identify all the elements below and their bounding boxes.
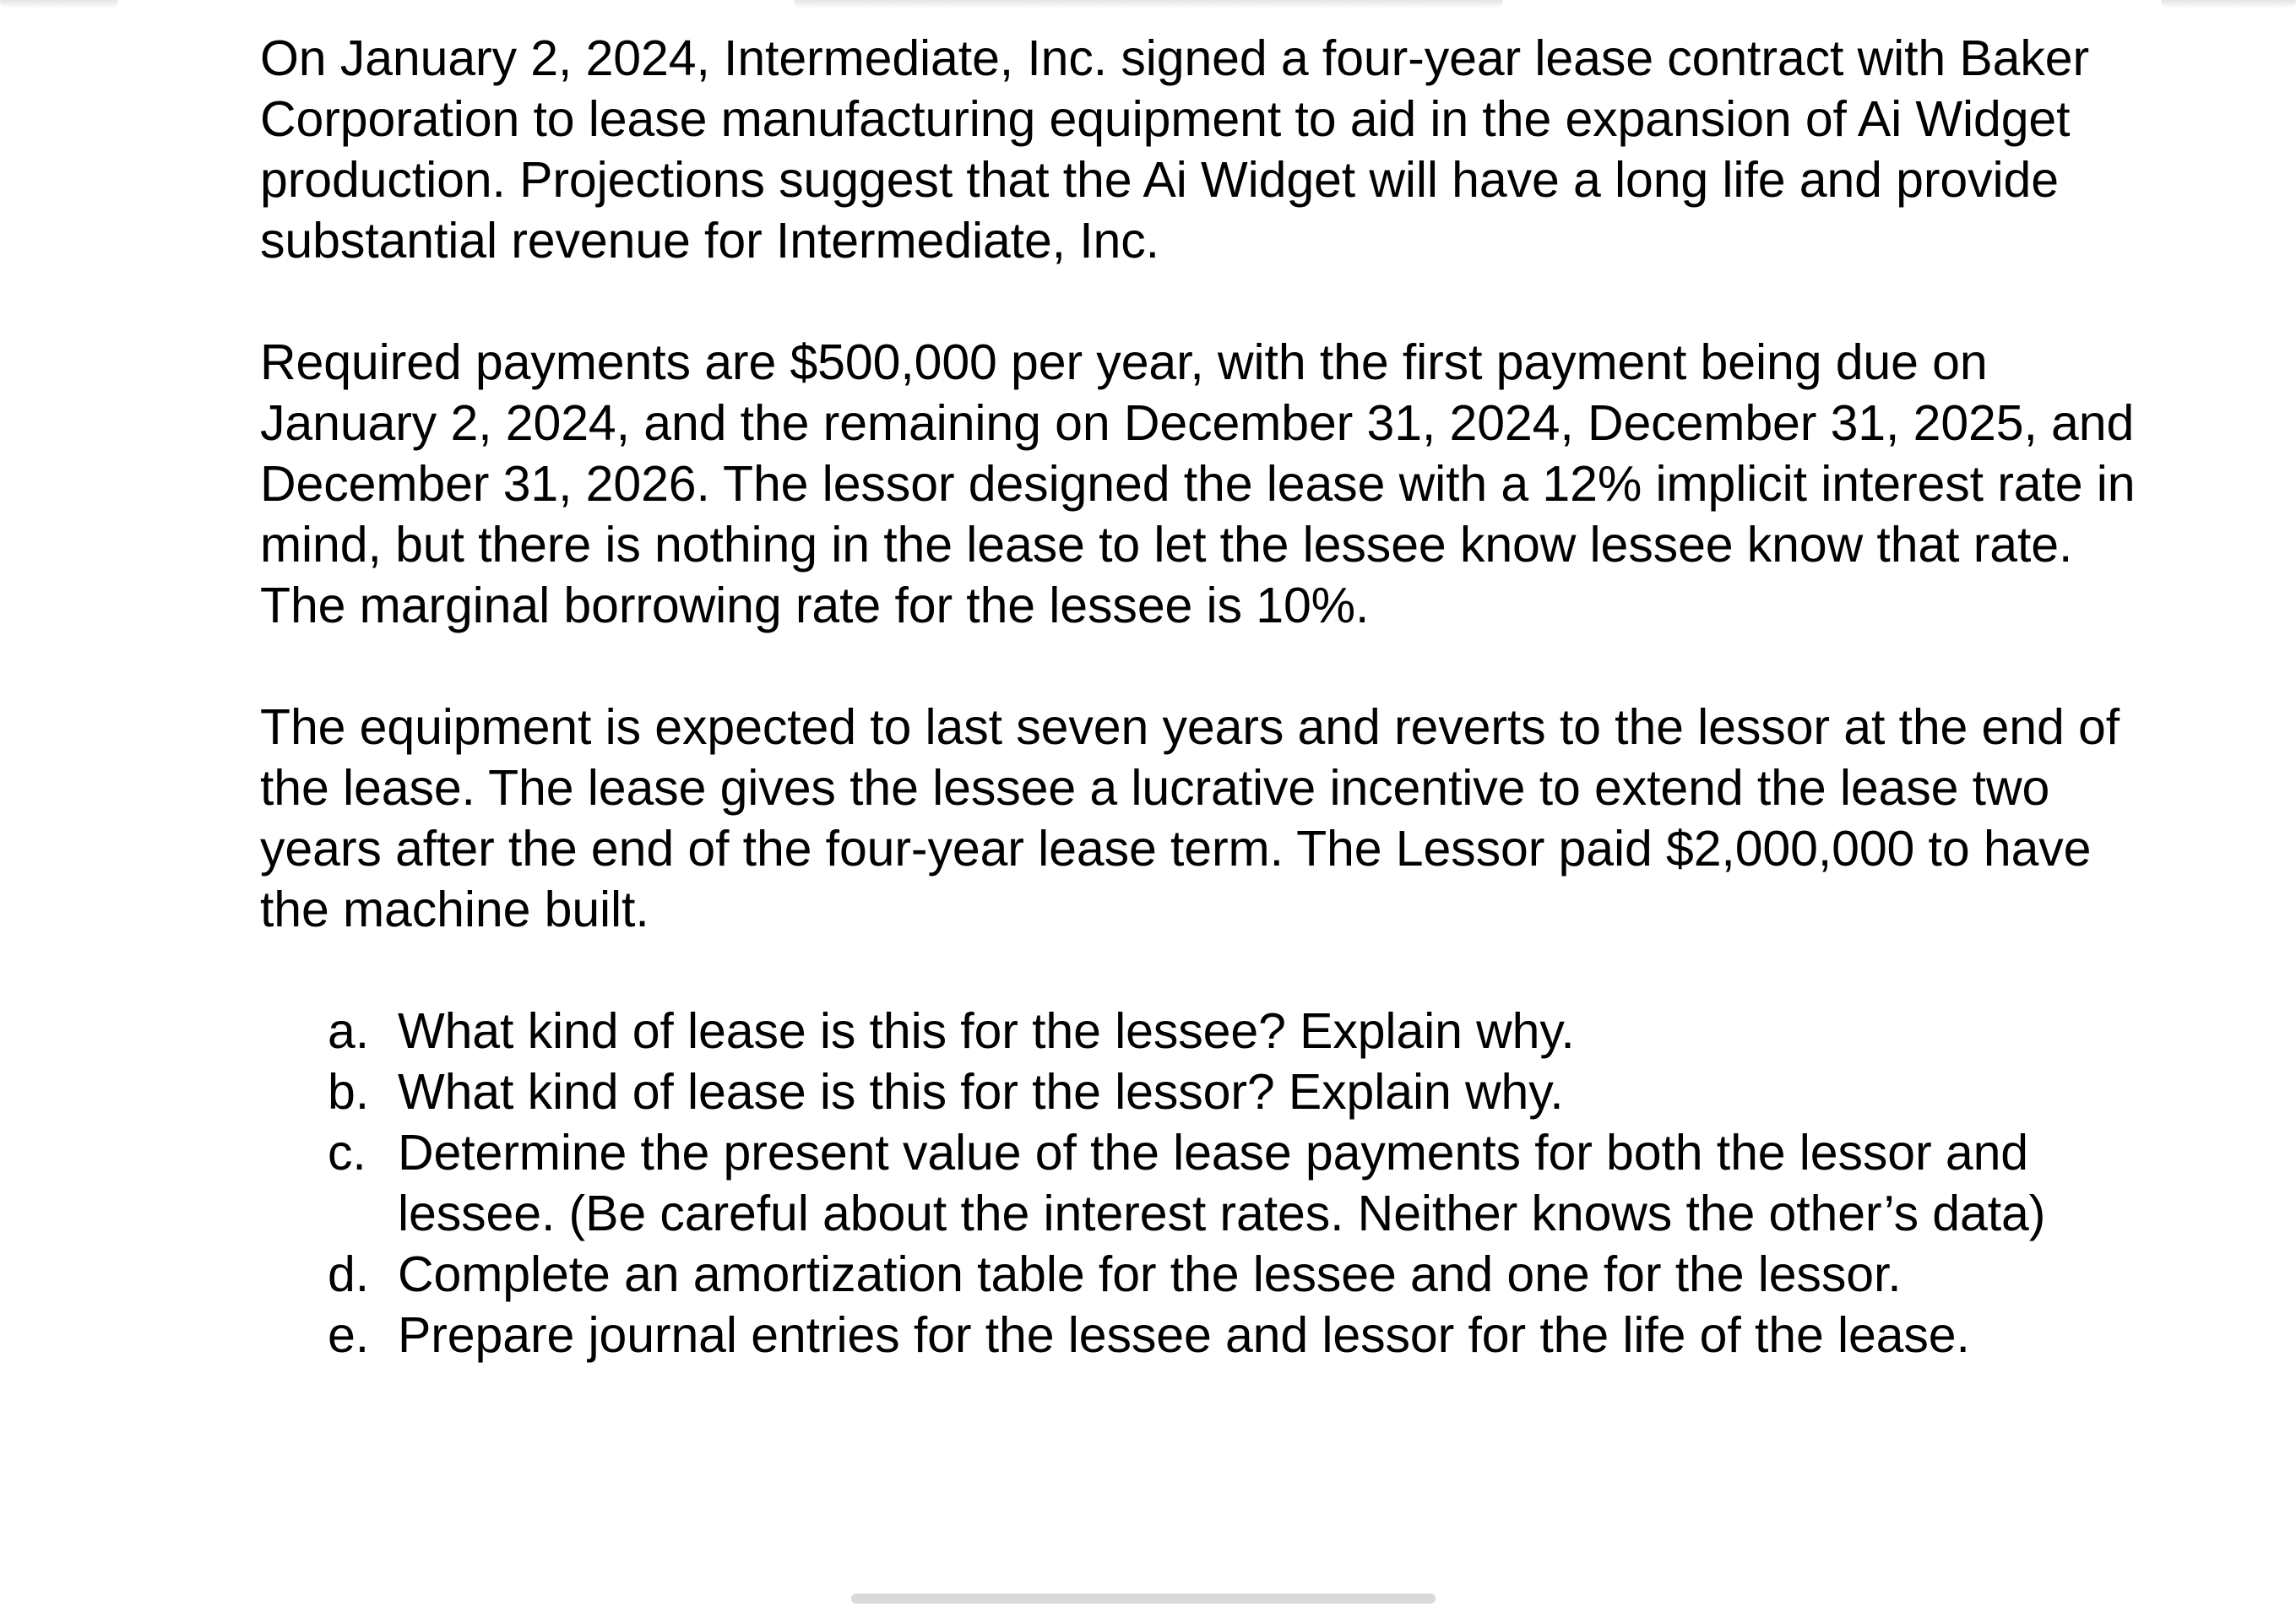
paragraph-equipment: The equipment is expected to last seven years and reverts to the lessor at the end of the lease. The lease gives the lessee a lucrative incentive to extend the lease two years after the end of the four-year lease term. The Lessor paid $2,000,000 to have the machine built.: [260, 699, 2120, 937]
question-marker: a.: [328, 1003, 370, 1059]
question-marker: b.: [328, 1064, 370, 1120]
question-item-e: [260, 1305, 2152, 1365]
question-item-a: [260, 1001, 2152, 1061]
question-item-d: [260, 1244, 2152, 1305]
question-item-b: [260, 1061, 2152, 1122]
scroll-indicator[interactable]: [851, 1593, 1436, 1604]
question-marker: e.: [328, 1307, 370, 1363]
question-text: Complete an amortization table for the lessee and one for the lessor.: [398, 1246, 1902, 1302]
paragraph-payments: Required payments are $500,000 per year, with the first payment being due on January 2, 2024, and the remaining on December 31, 2024, December 31, 2025, and December 31, 2026. The lessor designed the lease with a 12% implicit interest rate in mind, but there is nothing in the lease to let the lessee know lessee know that rate. The marginal borrowing rate for the lessee is 10%.: [260, 334, 2136, 633]
paragraph-lease-intro: On January 2, 2024, Intermediate, Inc. signed a four-year lease contract with Baker Corporation to lease manufacturing equipment to aid in the expansion of Ai Widget production. Projections suggest that the Ai Widget will have a long life and provide substantial revenue for Intermediate, Inc.: [260, 30, 2090, 269]
question-text: What kind of lease is this for the lessee? Explain why.: [398, 1003, 1575, 1059]
question-text: Prepare journal entries for the lessee and lessor for the life of the lease.: [398, 1307, 1970, 1363]
question-item-c: [260, 1122, 2152, 1244]
top-edge-shadow-center: [794, 0, 1503, 8]
top-edge-shadow-left: [0, 0, 118, 8]
question-list: [260, 1001, 2152, 1365]
question-marker: d.: [328, 1246, 370, 1302]
document-body: [260, 28, 2152, 1365]
question-marker: c.: [328, 1125, 366, 1181]
top-edge-shadow-right: [2161, 0, 2296, 8]
question-text: What kind of lease is this for the lessor? Explain why.: [398, 1064, 1564, 1120]
question-text: Determine the present value of the lease payments for both the lessor and lessee. (Be careful about the interest rates. Neither knows the other’s data): [398, 1125, 2046, 1241]
